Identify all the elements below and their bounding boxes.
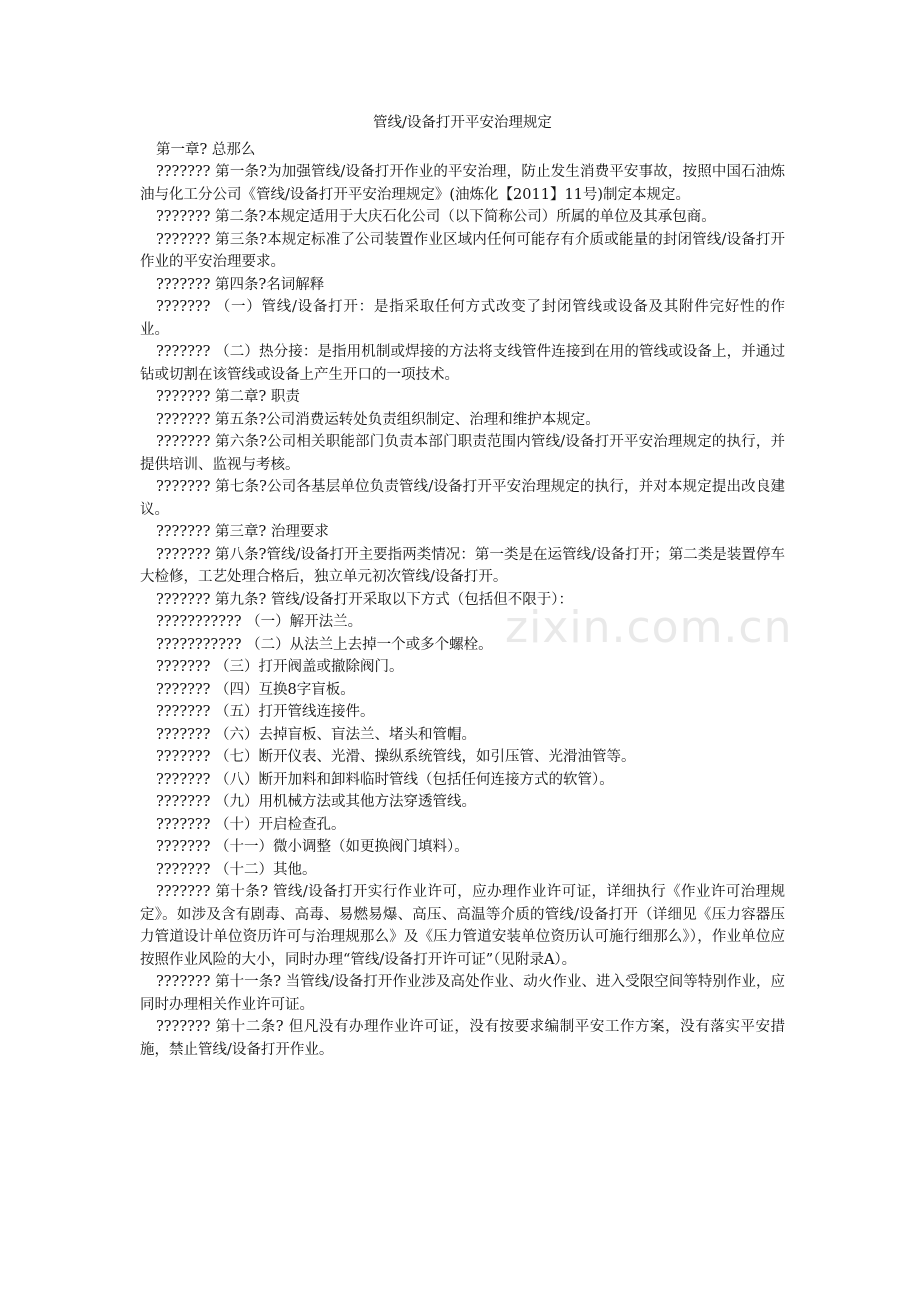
paragraph: ??????? （十一）微小调整（如更换阀门填料）。 bbox=[156, 839, 469, 855]
paragraph: ??????? （七）断开仪表、光滑、操纵系统管线，如引压管、光滑油管等。 bbox=[156, 749, 636, 765]
document-title: 管线/设备打开平安治理规定 bbox=[373, 115, 552, 131]
paragraph: ??????? 第七条?公司各基层单位负责管线/设备打开平安治理规定的执行，并对本规定提出改良建议。 bbox=[140, 479, 785, 518]
paragraph: ??????? 第三条?本规定标准了公司装置作业区域内任何可能存有介质或能量的封闭管线/设备打开作业的平安治理要求。 bbox=[140, 231, 785, 270]
paragraph: ??????????? （一）解开法兰。 bbox=[156, 614, 363, 630]
paragraph: ??????? 第一条?为加强管线/设备打开作业的平安治理，防止发生消费平安事故，按照中国石油炼油与化工分公司《管线/设备打开平安治理规定》(油炼化【2011】11号)制定本规定。 bbox=[140, 164, 785, 203]
paragraph: 第一章? 总那么 bbox=[156, 141, 256, 158]
paragraph: ??????? 第十条? 管线/设备打开实行作业许可，应办理作业许可证，详细执行《作业许可治理规定》。如涉及含有剧毒、高毒、易燃易爆、高压、高温等介质的管线/设备打开（详细见《压力容器压力管道设计单位资历许可与治理规那么》及《压力管道安装单位资历认可施行细那么》），作业单位应按照作业风险的大小，同时办理“管线/设备打开许可证”（见附录A）。 bbox=[140, 884, 785, 968]
paragraph: ??????? 第四条?名词解释 bbox=[156, 276, 325, 293]
paragraph: ??????? 第十一条? 当管线/设备打开作业涉及高处作业、动火作业、进入受限空间等特别作业，应同时办理相关作业许可证。 bbox=[140, 974, 785, 1013]
paragraph: ??????? （三）打开阀盖或撤除阀门。 bbox=[156, 659, 404, 675]
document-body bbox=[140, 139, 785, 1062]
paragraph: ??????? 第九条? 管线/设备打开采取以下方式（包括但不限于）： bbox=[156, 591, 574, 608]
paragraph: ??????? 第六条?公司相关职能部门负责本部门职责范围内管线/设备打开平安治理规定的执行，并提供培训、监视与考核。 bbox=[140, 434, 785, 473]
paragraph: ??????? （十）开启检查孔。 bbox=[156, 816, 346, 833]
paragraph: ??????? 第十二条? 但凡没有办理作业许可证，没有按要求编制平安工作方案，没有落实平安措施，禁止管线/设备打开作业。 bbox=[140, 1019, 785, 1058]
watermark-text: zixin.com.cn bbox=[505, 602, 793, 653]
paragraph: ??????? 第三章? 治理要求 bbox=[156, 524, 329, 540]
paragraph: ??????? 第二章? 职责 bbox=[156, 389, 300, 405]
paragraph: ??????? （六）去掉盲板、盲法兰、堵头和管帽。 bbox=[156, 726, 477, 743]
paragraph: ??????? 第八条?管线/设备打开主要指两类情况：第一类是在运管线/设备打开；第二类是装置停车大检修，工艺处理合格后，独立单元初次管线/设备打开。 bbox=[140, 546, 785, 585]
paragraph: ??????? （十二）其他。 bbox=[156, 861, 317, 878]
paragraph: ??????? （四）互换8字盲板。 bbox=[156, 681, 355, 698]
paragraph: ??????? （八）断开加料和卸料临时管线（包括任何连接方式的软管）。 bbox=[156, 771, 614, 788]
document-page bbox=[140, 112, 785, 1061]
paragraph: ??????? 第五条?公司消费运转处负责组织制定、治理和维护本规定。 bbox=[156, 411, 600, 428]
paragraph: ??????? （五）打开管线连接件。 bbox=[156, 704, 375, 720]
paragraph: ??????? （一）管线/设备打开：是指采取任何方式改变了封闭管线或设备及其附件完好性的作业。 bbox=[140, 299, 785, 338]
paragraph: ??????? 第二条?本规定适用于大庆石化公司（以下简称公司）所属的单位及其承包商。 bbox=[156, 209, 716, 225]
paragraph: ??????? （二）热分接：是指用机制或焊接的方法将支线管件连接到在用的管线或设备上，并通过钻或切割在该管线或设备上产生开口的一项技术。 bbox=[140, 344, 785, 383]
paragraph: ??????? （九）用机械方法或其他方法穿透管线。 bbox=[156, 794, 477, 810]
paragraph: ??????????? （二）从法兰上去掉一个或多个螺栓。 bbox=[156, 636, 493, 653]
